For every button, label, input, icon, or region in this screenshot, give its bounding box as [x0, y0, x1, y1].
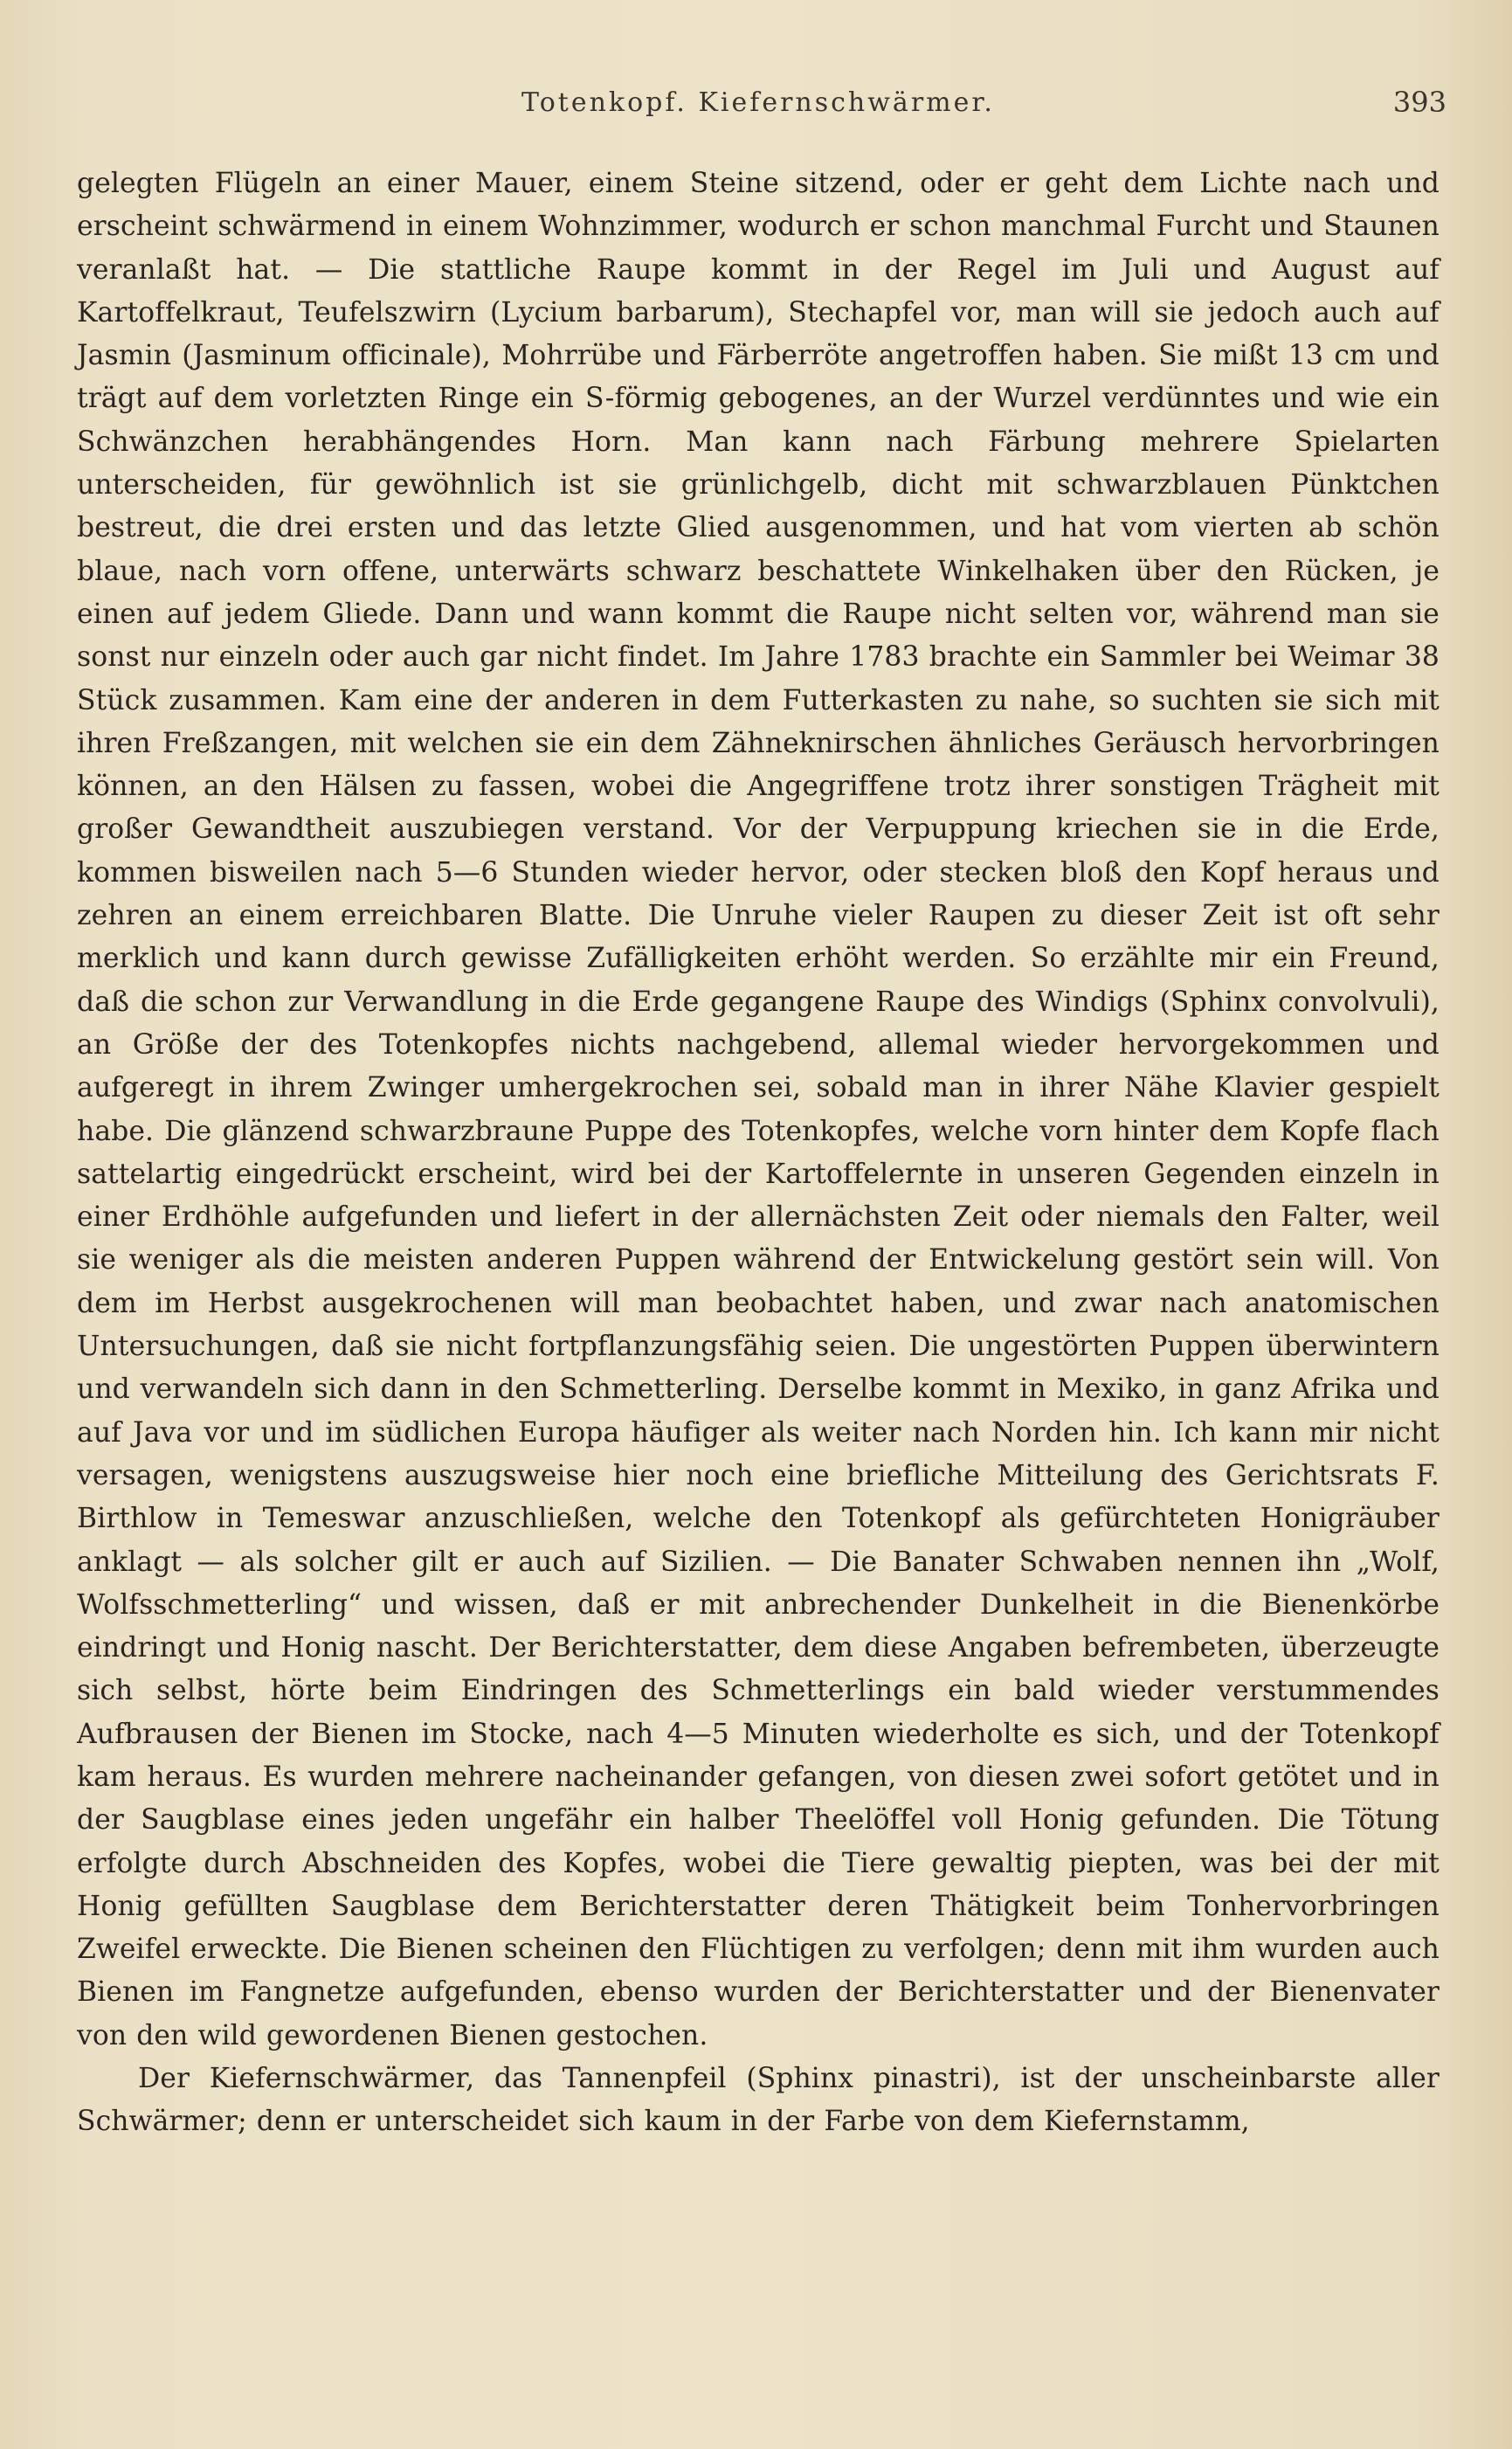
book-page	[77, 79, 1446, 2144]
running-title: Totenkopf. Kiefernschwärmer.	[521, 87, 995, 118]
paragraph-kiefernschwaermer: Der Kiefernschwärmer, das Tannenpfeil (Sphinx pinastri), ist der unscheinbarste aller Schwärmer; denn er unterscheidet sich kaum in der Farbe von dem Kiefernstamm,	[77, 2063, 1440, 2138]
body-text	[77, 163, 1440, 2144]
paragraph-totenkopf: gelegten Flügeln an einer Mauer, einem Steine sitzend, oder er geht dem Lichte nach und erscheint schwärmend in einem Wohnzimmer, wodurch er schon manchmal Furcht und Staunen veranlaßt hat. — Die stattliche Raupe kommt in der Regel im Juli und August auf Kartoffelkraut, Teufelszwirn (Lycium barbarum), Stechapfel vor, man will sie jedoch auch auf Jasmin (Jasminum officinale), Mohrrübe und Färberröte angetroffen haben. Sie mißt 13 cm und trägt auf dem vorletzten Ringe ein S-förmig gebogenes, an der Wurzel verdünntes und wie ein Schwänzchen herabhängendes Horn. Man kann nach Färbung mehrere Spielarten unterscheiden, für gewöhnlich ist sie grünlichgelb, dicht mit schwarzblauen Pünktchen bestreut, die drei ersten und das letzte Glied ausgenommen, und hat vom vierten ab schön blaue, nach vorn offene, unterwärts schwarz beschattete Winkelhaken über den Rücken, je einen auf jedem Gliede. Dann und wann kommt die Raupe nicht selten vor, während man sie sonst nur einzeln oder auch gar nicht findet. Im Jahre 1783 brachte ein Sammler bei Weimar 38 Stück zusammen. Kam eine der anderen in dem Futterkasten zu nahe, so suchten sie sich mit ihren Freßzangen, mit welchen sie ein dem Zähneknirschen ähnliches Geräusch hervorbringen können, an den Hälsen zu fassen, wobei die Angegriffene trotz ihrer sonstigen Trägheit mit großer Gewandtheit auszubiegen verstand. Vor der Verpuppung kriechen sie in die Erde, kommen bisweilen nach 5—6 Stunden wieder hervor, oder stecken bloß den Kopf heraus und zehren an einem erreichbaren Blatte. Die Unruhe vieler Raupen zu dieser Zeit ist oft sehr merklich und kann durch gewisse Zufälligkeiten erhöht werden. So erzählte mir ein Freund, daß die schon zur Verwandlung in die Erde gegangene Raupe des Windigs (Sphinx convolvuli), an Größe der des Totenkopfes nichts nachgebend, allemal wieder hervorgekommen und aufgeregt in ihrem Zwinger umhergekrochen sei, sobald man in ihrer Nähe Klavier gespielt habe. Die glänzend schwarzbraune Puppe des Totenkopfes, welche vorn hinter dem Kopfe flach sattelartig eingedrückt erscheint, wird bei der Kartoffelernte in unseren Gegenden einzeln in einer Erdhöhle aufgefunden und liefert in der allernächsten Zeit oder niemals den Falter, weil sie weniger als die meisten anderen Puppen während der Entwickelung gestört sein will. Von dem im Herbst ausgekrochenen will man beobachtet haben, und zwar nach anatomischen Untersuchungen, daß sie nicht fortpflanzungsfähig seien. Die ungestörten Puppen überwintern und verwandeln sich dann in den Schmetterling. Derselbe kommt in Mexiko, in ganz Afrika und auf Java vor und im südlichen Europa häufiger als weiter nach Norden hin. Ich kann mir nicht versagen, wenigstens auszugsweise hier noch eine briefliche Mitteilung des Gerichtsrats F. Birthlow in Temeswar anzuschließen, welche den Totenkopf als gefürchteten Honigräuber anklagt — als solcher gilt er auch auf Sizilien. — Die Banater Schwaben nennen ihn „Wolf, Wolfsschmetterling“ und wissen, daß er mit anbrechender Dunkelheit in die Bienenkörbe eindringt und Honig nascht. Der Berichterstatter, dem diese Angaben befrembeten, überzeugte sich selbst, hörte beim Eindringen des Schmetterlings ein bald wieder verstummendes Aufbrausen der Bienen im Stocke, nach 4—5 Minuten wiederholte es sich, und der Totenkopf kam heraus. Es wurden mehrere nacheinander gefangen, von diesen zwei sofort getötet und in der Saugblase eines jeden ungefähr ein halber Theelöffel voll Honig gefunden. Die Tötung erfolgte durch Abschneiden des Kopfes, wobei die Tiere gewaltig piepten, was bei der mit Honig gefüllten Saugblase dem Berichterstatter deren Thätigkeit beim Tonhervorbringen Zweifel erweckte. Die Bienen scheinen den Flüchtigen zu verfolgen; denn mit ihm wurden auch Bienen im Fangnetze aufgefunden, ebenso wurden der Berichterstatter und der Bienenvater von den wild gewordenen Bienen gestochen.	[77, 168, 1440, 2051]
page-number: 393	[1392, 86, 1446, 119]
running-header	[77, 79, 1446, 131]
